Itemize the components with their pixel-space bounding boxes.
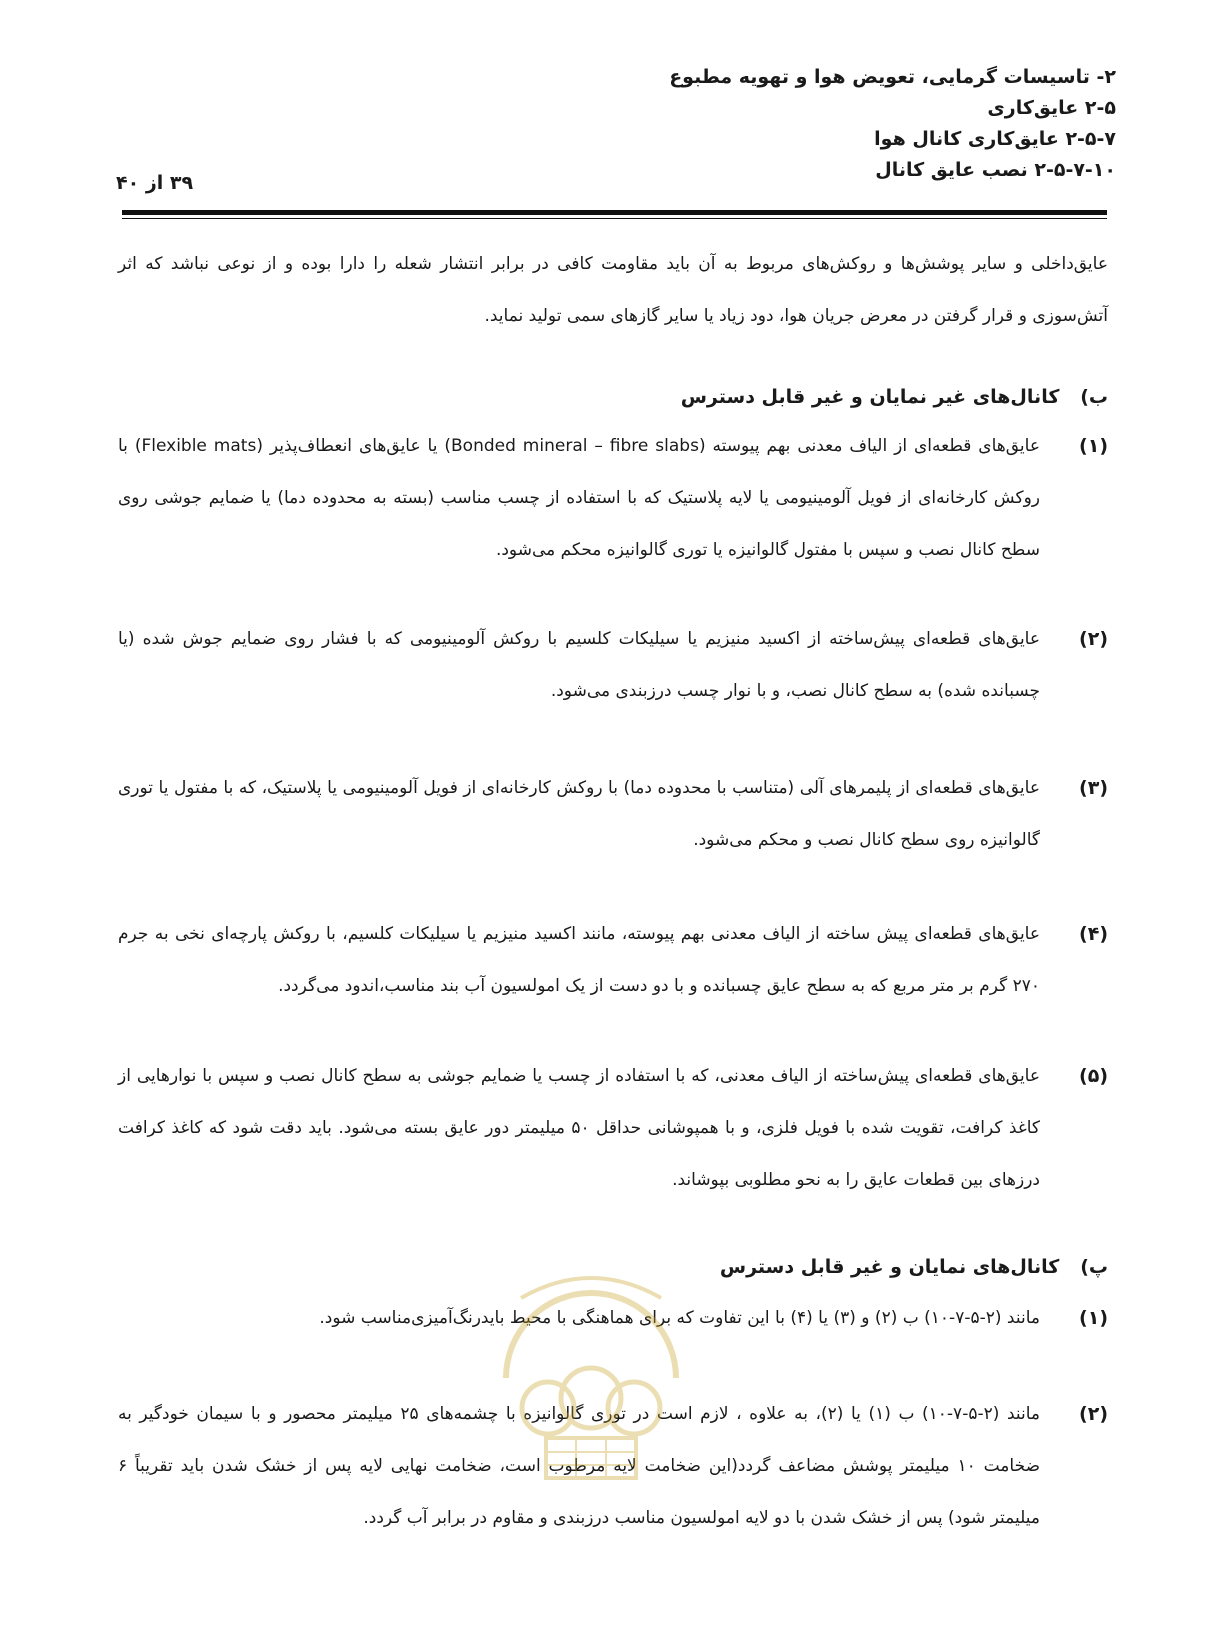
item-text: عایق‌های قطعه‌ای از پلیمرهای آلی (متناسب با محدوده دما) با روکش کارخانه‌ای از فویل آلومینیومی یا پلاستیک، که با مفتول یا توری گالوانیزه روی سطح کانال نصب و محکم می‌شود. xyxy=(118,778,1040,850)
section-b-heading xyxy=(681,386,1108,408)
item-text: مانند (۲-۵-۷-۱۰) ب (۱) یا (۲)، به علاوه ، لازم است در توری گالوانیزه با چشمه‌های ۲۵ میلیمتر محصور و با سیمان خودگیر به ضخامت ۱۰ میلیمتر پوشش مضاعف گردد(این ضخامت لایه مرطوب است، ضخامت نهایی لایه پس از خشک شدن باید تقریباً ۶ میلیمتر شود) پس از خشک شدن با دو لایه امولسیون مناسب درزبندی و مقاوم در برابر آب گردد. xyxy=(118,1404,1041,1528)
item-number: (۳) xyxy=(1079,777,1108,799)
item-number: (۲) xyxy=(1079,1403,1108,1425)
header-line-2: ۲-۵ عایق‌کاری xyxy=(987,97,1116,119)
item-number: (۱) xyxy=(1079,1307,1108,1329)
list-item xyxy=(118,1050,1108,1206)
item-number: (۴) xyxy=(1079,923,1108,945)
header-divider-thin xyxy=(122,218,1107,219)
section-b-title: کانال‌های غیر نمایان و غیر قابل دسترس xyxy=(680,386,1060,408)
item-text: عایق‌های قطعه‌ای پیش‌ساخته از اکسید منیزیم یا سیلیکات کلسیم با روکش آلومینیومی که با فشار روی ضمایم جوش شده (یا چسبانده شده) به سطح کانال نصب، و با نوار چسب درزبندی می‌شود. xyxy=(118,629,1040,701)
item-text: عایق‌های قطعه‌ای پیش ساخته از الیاف معدنی بهم پیوسته، مانند اکسید منیزیم یا سیلیکات کلسیم، با روکش پارچه‌ای نخی به جرم ۲۷۰ گرم بر متر مربع که به سطح عایق چسبانده و با دو دست از یک امولسیون آب بند مناسب،اندود می‌گردد. xyxy=(118,924,1040,996)
intro-paragraph: عایق‌داخلی و سایر پوشش‌ها و روکش‌های مربوط به آن باید مقاومت کافی در برابر انتشار شعله را دارا بوده و از نوعی نباشد که اثر آتش‌سوزی و قرار گرفتن در معرض جریان هوا، دود زیاد یا سایر گازهای سمی تولید نماید. xyxy=(118,254,1108,326)
header-line-4: ۲-۵-۷-۱۰ نصب عایق کانال xyxy=(875,159,1116,181)
item-text: عایق‌های قطعه‌ای از الیاف معدنی بهم پیوسته (Bonded mineral – fibre slabs) یا عایق‌های انعطاف‌پذیر (Flexible mats) با روکش کارخانه‌ای از فویل آلومینیومی یا لایه پلاستیک که با استفاده از چسب مناسب (بسته به محدوده دما) یا ضمایم جوشی روی سطح کانال نصب و سپس با مفتول گالوانیزه یا توری گالوانیزه محکم می‌شود. xyxy=(118,436,1040,560)
item-number: (۲) xyxy=(1079,628,1108,650)
list-item xyxy=(118,762,1108,866)
section-p-heading xyxy=(720,1256,1108,1278)
header-line-3: ۲-۵-۷ عایق‌کاری کانال هوا xyxy=(874,128,1116,150)
section-p-title: کانال‌های نمایان و غیر قابل دسترس xyxy=(719,1256,1060,1278)
section-b-letter: ب) xyxy=(1080,386,1108,408)
header-divider-thick xyxy=(122,210,1107,215)
list-item xyxy=(118,613,1108,717)
item-text: مانند (۲-۵-۷-۱۰) ب (۲) و (۳) یا (۴) با این تفاوت که برای هماهنگی با محیط بایدرنگ‌آمیزی‌مناسب شود. xyxy=(319,1308,1040,1328)
list-item xyxy=(118,1292,1108,1344)
list-item xyxy=(118,1388,1108,1544)
header-line-1: ۲- تاسیسات گرمایی، تعویض هوا و تهویه مطبوع xyxy=(669,66,1116,88)
page-header xyxy=(116,62,1116,212)
section-p-letter: پ) xyxy=(1080,1256,1108,1278)
list-item xyxy=(118,420,1108,576)
item-number: (۱) xyxy=(1079,435,1108,457)
item-text: عایق‌های قطعه‌ای پیش‌ساخته از الیاف معدنی، که با استفاده از چسب یا ضمایم جوشی به سطح کانال نصب و سپس با نوارهایی از کاغذ کرافت، تقویت شده با فویل فلزی، و با همپوشانی حداقل ۵۰ میلیمتر دور عایق بسته می‌شود. باید دقت شود که کاغذ کرافت درزهای بین قطعات عایق را به نحو مطلوبی بپوشاند. xyxy=(118,1066,1040,1190)
page-number: ۳۹ از ۴۰ xyxy=(116,172,194,194)
item-number: (۵) xyxy=(1079,1065,1108,1087)
list-item xyxy=(118,908,1108,1012)
